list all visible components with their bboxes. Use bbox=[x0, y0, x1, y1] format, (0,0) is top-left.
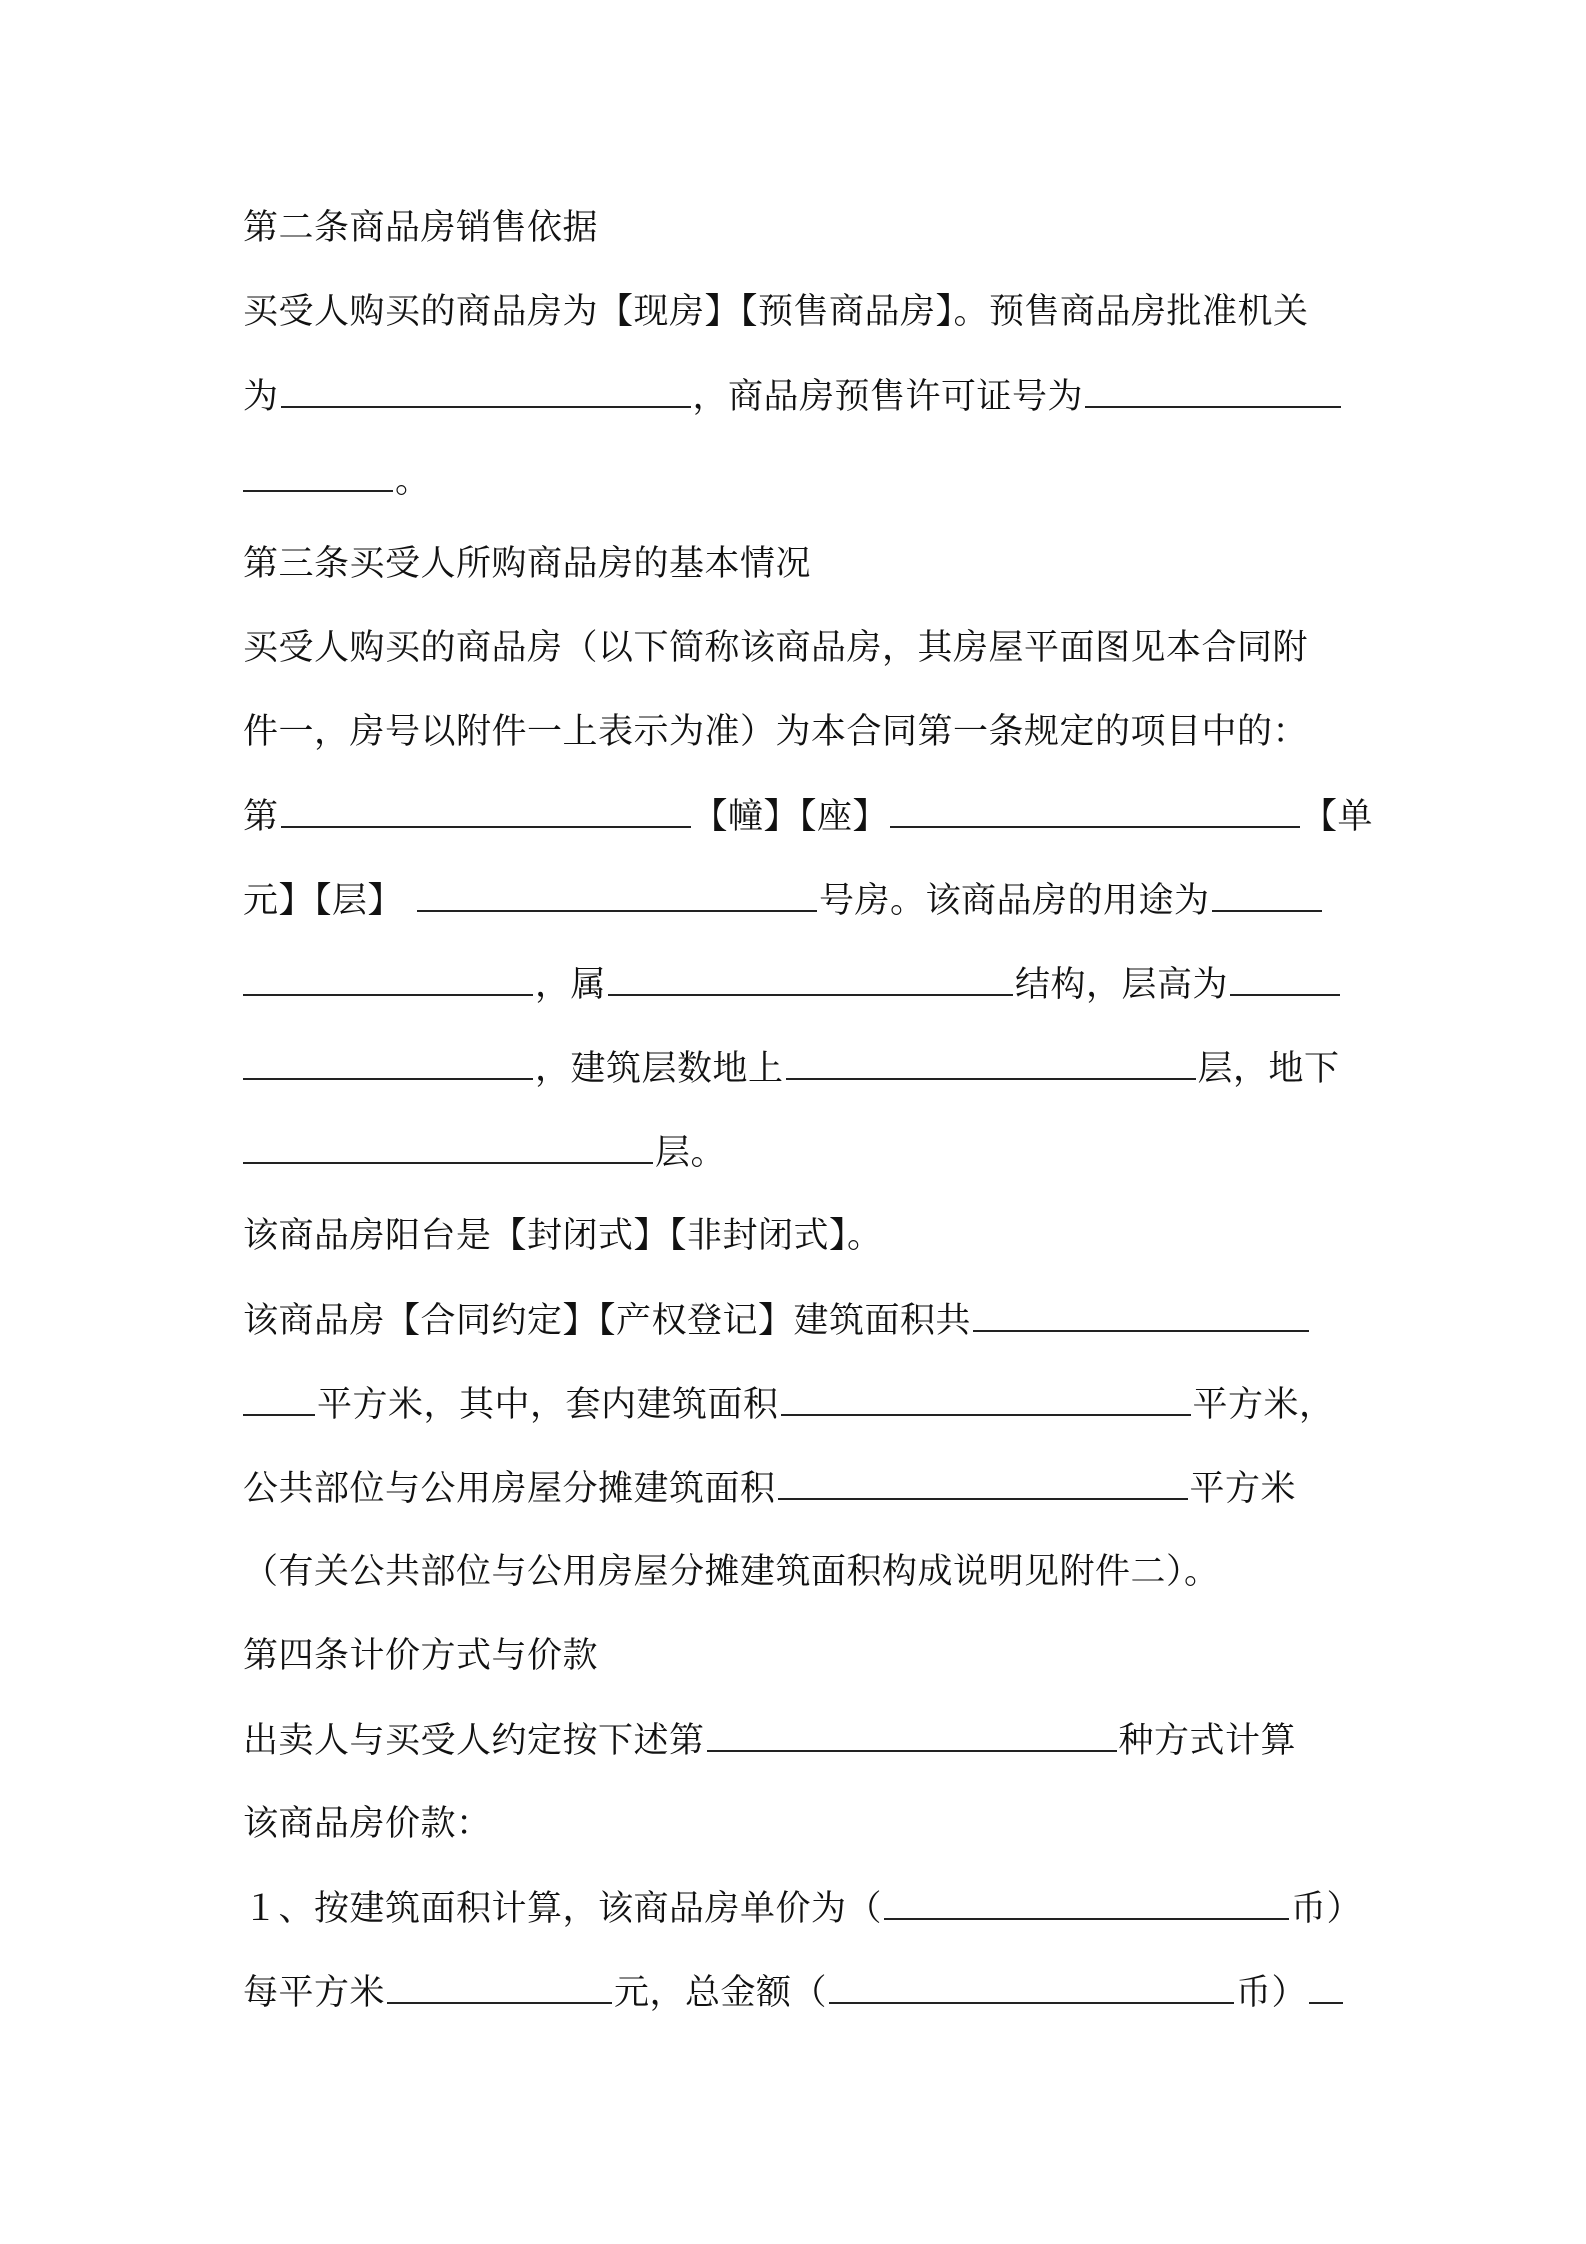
paragraph-text: 第 bbox=[243, 797, 279, 837]
paragraph-text: ，建筑层数地上 bbox=[535, 1049, 784, 1089]
paragraph-text: 件一，房号以附件一上表示为准）为本合同第一条规定的项目中的： bbox=[243, 712, 1309, 752]
paragraph-text: 为 bbox=[243, 377, 279, 417]
paragraph-text: 公共部位与公用房屋分摊建筑面积 bbox=[243, 1469, 776, 1509]
article-3-line-10 bbox=[243, 1374, 1358, 1434]
article-4-line-2 bbox=[243, 1794, 1358, 1854]
paragraph-text: 层，地下 bbox=[1197, 1049, 1340, 1089]
article-4-title: 第四条计价方式与价款 bbox=[243, 1636, 599, 1676]
total-area-blank-continued[interactable] bbox=[243, 1374, 315, 1416]
article-3-title: 第三条买受人所购商品房的基本情况 bbox=[243, 544, 812, 584]
article-3-line-9 bbox=[243, 1290, 1358, 1350]
paragraph-text: （有关公共部位与公用房屋分摊建筑面积构成说明见附件二）。 bbox=[243, 1552, 1220, 1592]
total-currency-blank[interactable] bbox=[829, 1962, 1234, 2004]
above-ground-floors-blank[interactable] bbox=[786, 1038, 1196, 1080]
article-4-line-1 bbox=[243, 1710, 1358, 1770]
paragraph-text: 。 bbox=[395, 461, 431, 501]
pricing-method-blank[interactable] bbox=[707, 1710, 1117, 1752]
shared-area-blank[interactable] bbox=[778, 1458, 1188, 1500]
paragraph-text: 买受人购买的商品房（以下简称该商品房，其房屋平面图见本合同附 bbox=[243, 628, 1309, 668]
total-area-blank[interactable] bbox=[973, 1290, 1309, 1332]
approval-authority-blank[interactable] bbox=[281, 366, 691, 408]
paragraph-text: 该商品房阳台是【封闭式】【非封闭式】。 bbox=[243, 1216, 883, 1256]
paragraph-text: １、按建筑面积计算，该商品房单价为（ bbox=[243, 1889, 883, 1929]
unit-price-blank[interactable] bbox=[387, 1962, 612, 2004]
presale-permit-blank[interactable] bbox=[1085, 366, 1341, 408]
paragraph-text: 出卖人与买受人约定按下述第 bbox=[243, 1721, 705, 1761]
usage-blank[interactable] bbox=[1212, 870, 1322, 912]
article-3-line-2 bbox=[243, 702, 1358, 762]
paragraph-text: 层。 bbox=[655, 1133, 727, 1173]
article-4-line-3 bbox=[243, 1878, 1363, 1938]
paragraph-text: 元】【层】 bbox=[243, 881, 404, 921]
paragraph-text: ，属 bbox=[535, 965, 607, 1005]
article-3-line-11 bbox=[243, 1458, 1358, 1518]
underground-floors-blank[interactable] bbox=[243, 1122, 653, 1164]
paragraph-text: 买受人购买的商品房为【现房】【预售商品房】。预售商品房批准机关 bbox=[243, 292, 1309, 332]
paragraph-text: 平方米，其中，套内建筑面积 bbox=[317, 1385, 779, 1425]
article-3-heading bbox=[243, 534, 1358, 594]
article-3-line-3 bbox=[243, 786, 1374, 846]
total-amount-blank[interactable] bbox=[1309, 1962, 1343, 2004]
paragraph-text: 币） bbox=[1236, 1973, 1308, 2013]
paragraph-text: 币） bbox=[1291, 1889, 1363, 1929]
article-3-line-8 bbox=[243, 1206, 1358, 1266]
paragraph-text: 每平方米 bbox=[243, 1973, 386, 2013]
paragraph-text: 平方米 bbox=[1189, 1469, 1297, 1509]
floor-number-blank[interactable] bbox=[417, 870, 817, 912]
article-3-line-7 bbox=[243, 1122, 1358, 1182]
article-2-title: 第二条商品房销售依据 bbox=[243, 208, 599, 248]
paragraph-text: 元，总金额（ bbox=[614, 1973, 828, 2013]
article-2-line-3 bbox=[243, 450, 1358, 510]
presale-permit-blank-continued[interactable] bbox=[243, 450, 393, 492]
currency-type-blank[interactable] bbox=[884, 1878, 1289, 1920]
usage-blank-continued[interactable] bbox=[243, 954, 533, 996]
article-2-line-2 bbox=[243, 366, 1358, 426]
paragraph-text: 结构，层高为 bbox=[1015, 965, 1229, 1005]
floor-height-blank[interactable] bbox=[1230, 954, 1340, 996]
floor-height-blank-continued[interactable] bbox=[243, 1038, 533, 1080]
paragraph-text: 平方米， bbox=[1192, 1385, 1335, 1425]
unit-number-blank[interactable] bbox=[890, 786, 1300, 828]
building-number-blank[interactable] bbox=[281, 786, 691, 828]
article-2-line-1 bbox=[243, 282, 1358, 342]
inner-area-blank[interactable] bbox=[781, 1374, 1191, 1416]
paragraph-text: 该商品房价款： bbox=[243, 1804, 492, 1844]
article-3-line-12 bbox=[243, 1542, 1358, 1602]
article-3-line-5 bbox=[243, 954, 1358, 1014]
article-3-line-1 bbox=[243, 618, 1358, 678]
paragraph-text: 【幢】【座】 bbox=[692, 797, 889, 837]
structure-blank[interactable] bbox=[608, 954, 1013, 996]
paragraph-text: 种方式计算 bbox=[1118, 1721, 1297, 1761]
article-3-line-4 bbox=[243, 870, 1358, 930]
paragraph-text: 该商品房【合同约定】【产权登记】建筑面积共 bbox=[243, 1301, 972, 1341]
article-3-line-6 bbox=[243, 1038, 1358, 1098]
article-4-heading bbox=[243, 1626, 1358, 1686]
article-2-heading bbox=[243, 198, 1358, 258]
paragraph-text: 【单 bbox=[1302, 797, 1374, 837]
paragraph-text: 号房。该商品房的用途为 bbox=[819, 881, 1210, 921]
article-4-line-4 bbox=[243, 1962, 1358, 2022]
paragraph-text: ，商品房预售许可证号为 bbox=[692, 377, 1084, 417]
